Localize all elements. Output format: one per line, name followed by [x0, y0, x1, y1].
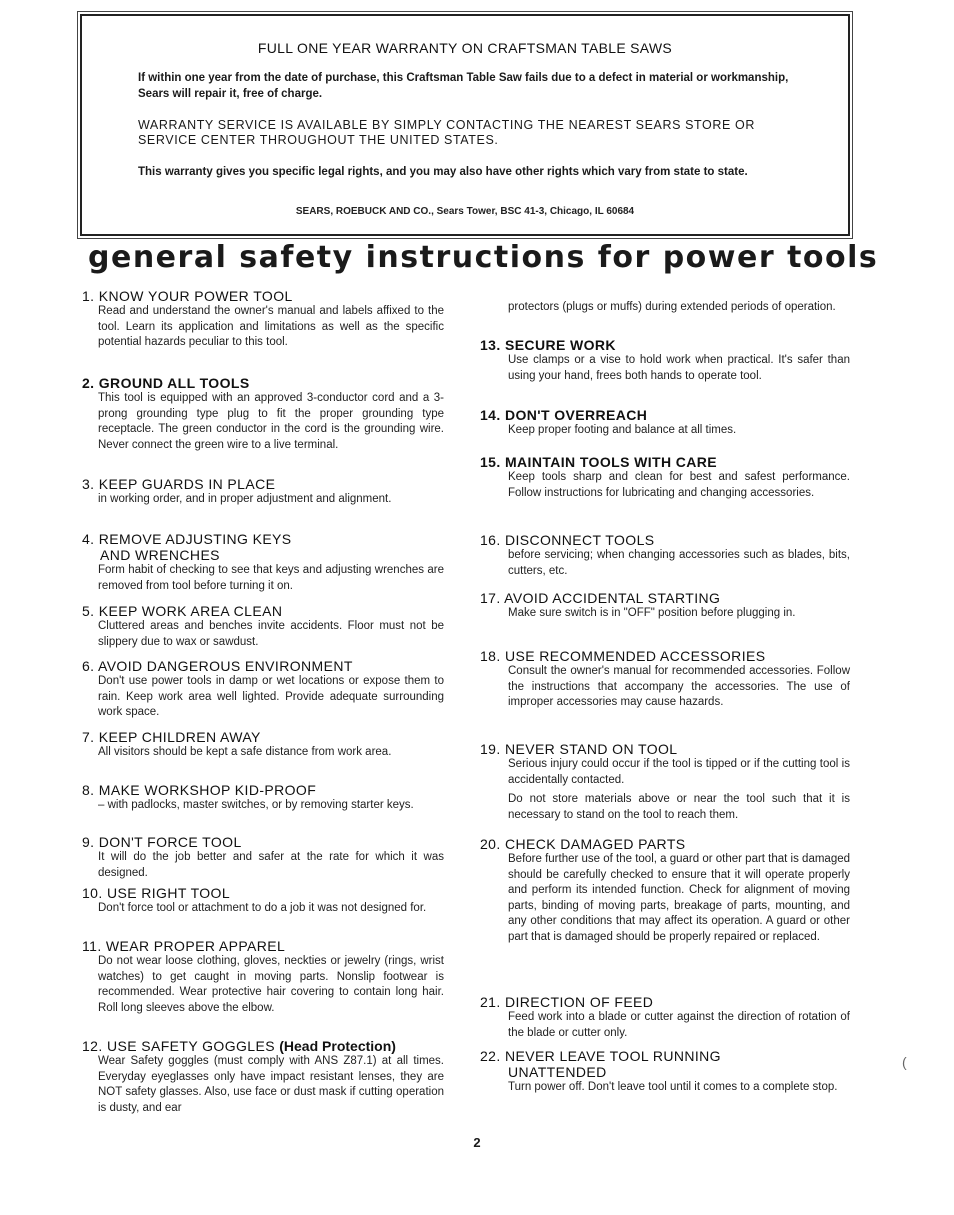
safety-item-16: [480, 532, 850, 579]
warranty-signature: SEARS, ROEBUCK AND CO., Sears Tower, BSC 41-3, Chicago, IL 60684: [295, 206, 635, 217]
item-heading: 21. DIRECTION OF FEED: [480, 994, 654, 1010]
safety-item-17: [480, 590, 850, 622]
item-heading: [82, 531, 444, 563]
safety-item-5: [82, 603, 444, 650]
warranty-paragraph-2: WARRANTY SERVICE IS AVAILABLE BY SIMPLY CONTACTING THE NEAREST SEARS STORE OR SERVICE CENTER THROUGHOUT THE UNITED STATES.: [138, 118, 755, 147]
safety-item-10: [82, 885, 444, 917]
safety-item-15: [480, 454, 850, 501]
item-body: protectors (plugs or muffs) during extended periods of operation.: [508, 301, 836, 313]
page-number: 2: [473, 1135, 481, 1150]
safety-item-21: [480, 994, 850, 1041]
item-body: Consult the owner's manual for recommended accessories. Follow the instructions that accompany the accessories. The use of improper accessories may cause hazards.: [508, 665, 850, 708]
item-heading: 2. GROUND ALL TOOLS: [82, 375, 250, 391]
item-heading: 7. KEEP CHILDREN AWAY: [82, 729, 261, 745]
margin-mark: (: [902, 1054, 907, 1070]
item-body: This tool is equipped with an approved 3-conductor cord and a 3-prong grounding type plug to fit the proper grounding type receptacle. The green conductor in the cord is the grounding wire. Never connect the green wire to a live terminal.: [98, 392, 444, 451]
item-heading: 18. USE RECOMMENDED ACCESSORIES: [480, 648, 766, 664]
safety-item-13: [480, 337, 850, 384]
safety-item-6: [82, 658, 444, 721]
item-heading: 8. MAKE WORKSHOP KID-PROOF: [82, 782, 317, 798]
warranty-paragraph-1: If within one year from the date of purchase, this Craftsman Table Saw fails due to a defect in material or workmanship, Sears will repair it, free of charge.: [138, 72, 789, 100]
safety-item-1: [82, 288, 444, 351]
item-heading: 15. MAINTAIN TOOLS WITH CARE: [480, 454, 718, 470]
safety-item-12: [82, 1038, 444, 1116]
item-heading: 10. USE RIGHT TOOL: [82, 885, 231, 901]
item-heading: 9. DON'T FORCE TOOL: [82, 834, 242, 850]
item-body: Use clamps or a vise to hold work when practical. It's safer than using your hand, frees both hands to operate tool.: [508, 354, 850, 382]
page-title: general safety instructions for power tools: [88, 240, 879, 275]
safety-item-18: [480, 648, 850, 711]
item-heading: 19. NEVER STAND ON TOOL: [480, 741, 678, 757]
item-body: Read and understand the owner's manual and labels affixed to the tool. Learn its application and limitations as well as the specific potential hazards peculiar to this tool.: [98, 305, 444, 348]
item-body: Don't use power tools in damp or wet locations or expose them to rain. Keep work area well lighted. Provide adequate surrounding work space.: [98, 675, 444, 718]
item-heading-line-2: UNATTENDED: [508, 1064, 607, 1080]
item-heading: 3. KEEP GUARDS IN PLACE: [82, 476, 276, 492]
item-body: Do not wear loose clothing, gloves, neckties or jewelry (rings, wrist watches) to get caught in moving parts. Nonslip footwear is recommended. Wear protective hair covering to contain long hair. Roll long sleeves above the elbow.: [98, 955, 444, 1014]
safety-item-20: [480, 836, 850, 945]
item-heading: 13. SECURE WORK: [480, 337, 616, 353]
item-heading-sub: (Head Protection): [279, 1038, 396, 1054]
item-heading: 14. DON'T OVERREACH: [480, 407, 648, 423]
item-body: Serious injury could occur if the tool is tipped or if the cutting tool is accidentally contacted.: [508, 758, 850, 786]
item-body: in working order, and in proper adjustment and alignment.: [98, 493, 392, 505]
safety-item-2: [82, 375, 444, 453]
safety-item-12-continued: [480, 300, 850, 316]
item-heading-line-1: 4. REMOVE ADJUSTING KEYS: [82, 531, 292, 547]
safety-item-3: [82, 476, 444, 508]
item-heading: 1. KNOW YOUR POWER TOOL: [82, 288, 293, 304]
safety-item-11: [82, 938, 444, 1016]
item-heading: [82, 1038, 444, 1054]
safety-item-9: [82, 834, 444, 881]
item-body: All visitors should be kept a safe distance from work area.: [98, 746, 392, 758]
safety-item-14: [480, 407, 850, 439]
safety-item-7: [82, 729, 444, 761]
item-body-2: Do not store materials above or near the tool such that it is necessary to stand on the tool to reach them.: [508, 793, 850, 821]
item-body: Keep proper footing and balance at all times.: [508, 424, 737, 436]
item-heading: 17. AVOID ACCIDENTAL STARTING: [480, 590, 721, 606]
item-heading-line-2: AND WRENCHES: [100, 547, 220, 563]
item-heading: 6. AVOID DANGEROUS ENVIRONMENT: [82, 658, 353, 674]
item-body: Before further use of the tool, a guard or other part that is damaged should be carefully checked to ensure that it will operate properly and perform its intended function. Check for alignment of moving parts, binding of moving parts, breakage of parts, mounting, and any other conditions that may affect its operation. A guard or other part that is damaged should be properly repaired or replaced.: [508, 853, 851, 943]
safety-item-8: [82, 782, 444, 814]
item-body: Wear Safety goggles (must comply with ANS Z87.1) at all times. Everyday eyeglasses only have impact resistant lenses, they are NOT safety glasses. Also, use face or dust mask if cutting operation is dusty, and ear: [98, 1055, 444, 1114]
item-body: Don't force tool or attachment to do a job it was not designed for.: [98, 902, 427, 914]
item-body: before servicing; when changing accessories such as blades, bits, cutters, etc.: [508, 549, 850, 577]
item-heading-line-1: 22. NEVER LEAVE TOOL RUNNING: [480, 1048, 721, 1064]
warranty-title: FULL ONE YEAR WARRANTY ON CRAFTSMAN TABLE SAWS: [257, 40, 673, 56]
item-body: Form habit of checking to see that keys and adjusting wrenches are removed from tool before turning it on.: [98, 564, 444, 592]
item-heading: [480, 1048, 850, 1080]
safety-item-22: [480, 1048, 850, 1096]
item-heading: 16. DISCONNECT TOOLS: [480, 532, 655, 548]
item-heading: 11. WEAR PROPER APPAREL: [82, 938, 286, 954]
item-body: Cluttered areas and benches invite accidents. Floor must not be slippery due to wax or sawdust.: [98, 620, 444, 648]
item-body: Keep tools sharp and clean for best and safest performance. Follow instructions for lubricating and changing accessories.: [508, 471, 850, 499]
warranty-paragraph-3: This warranty gives you specific legal rights, and you may also have other rights which vary from state to state.: [138, 166, 748, 178]
item-heading: 5. KEEP WORK AREA CLEAN: [82, 603, 283, 619]
item-heading-main: 12. USE SAFETY GOGGLES: [82, 1038, 275, 1054]
item-body: It will do the job better and safer at the rate for which it was designed.: [98, 851, 444, 879]
item-body: – with padlocks, master switches, or by removing starter keys.: [98, 799, 414, 811]
item-heading: 20. CHECK DAMAGED PARTS: [480, 836, 686, 852]
warranty-box: [80, 14, 850, 236]
safety-item-4: [82, 531, 444, 594]
item-body: Make sure switch is in "OFF" position before plugging in.: [508, 607, 796, 619]
safety-item-19: [480, 741, 850, 823]
item-body: Turn power off. Don't leave tool until it comes to a complete stop.: [508, 1081, 838, 1093]
item-body: Feed work into a blade or cutter against the direction of rotation of the blade or cutter only.: [508, 1011, 850, 1039]
